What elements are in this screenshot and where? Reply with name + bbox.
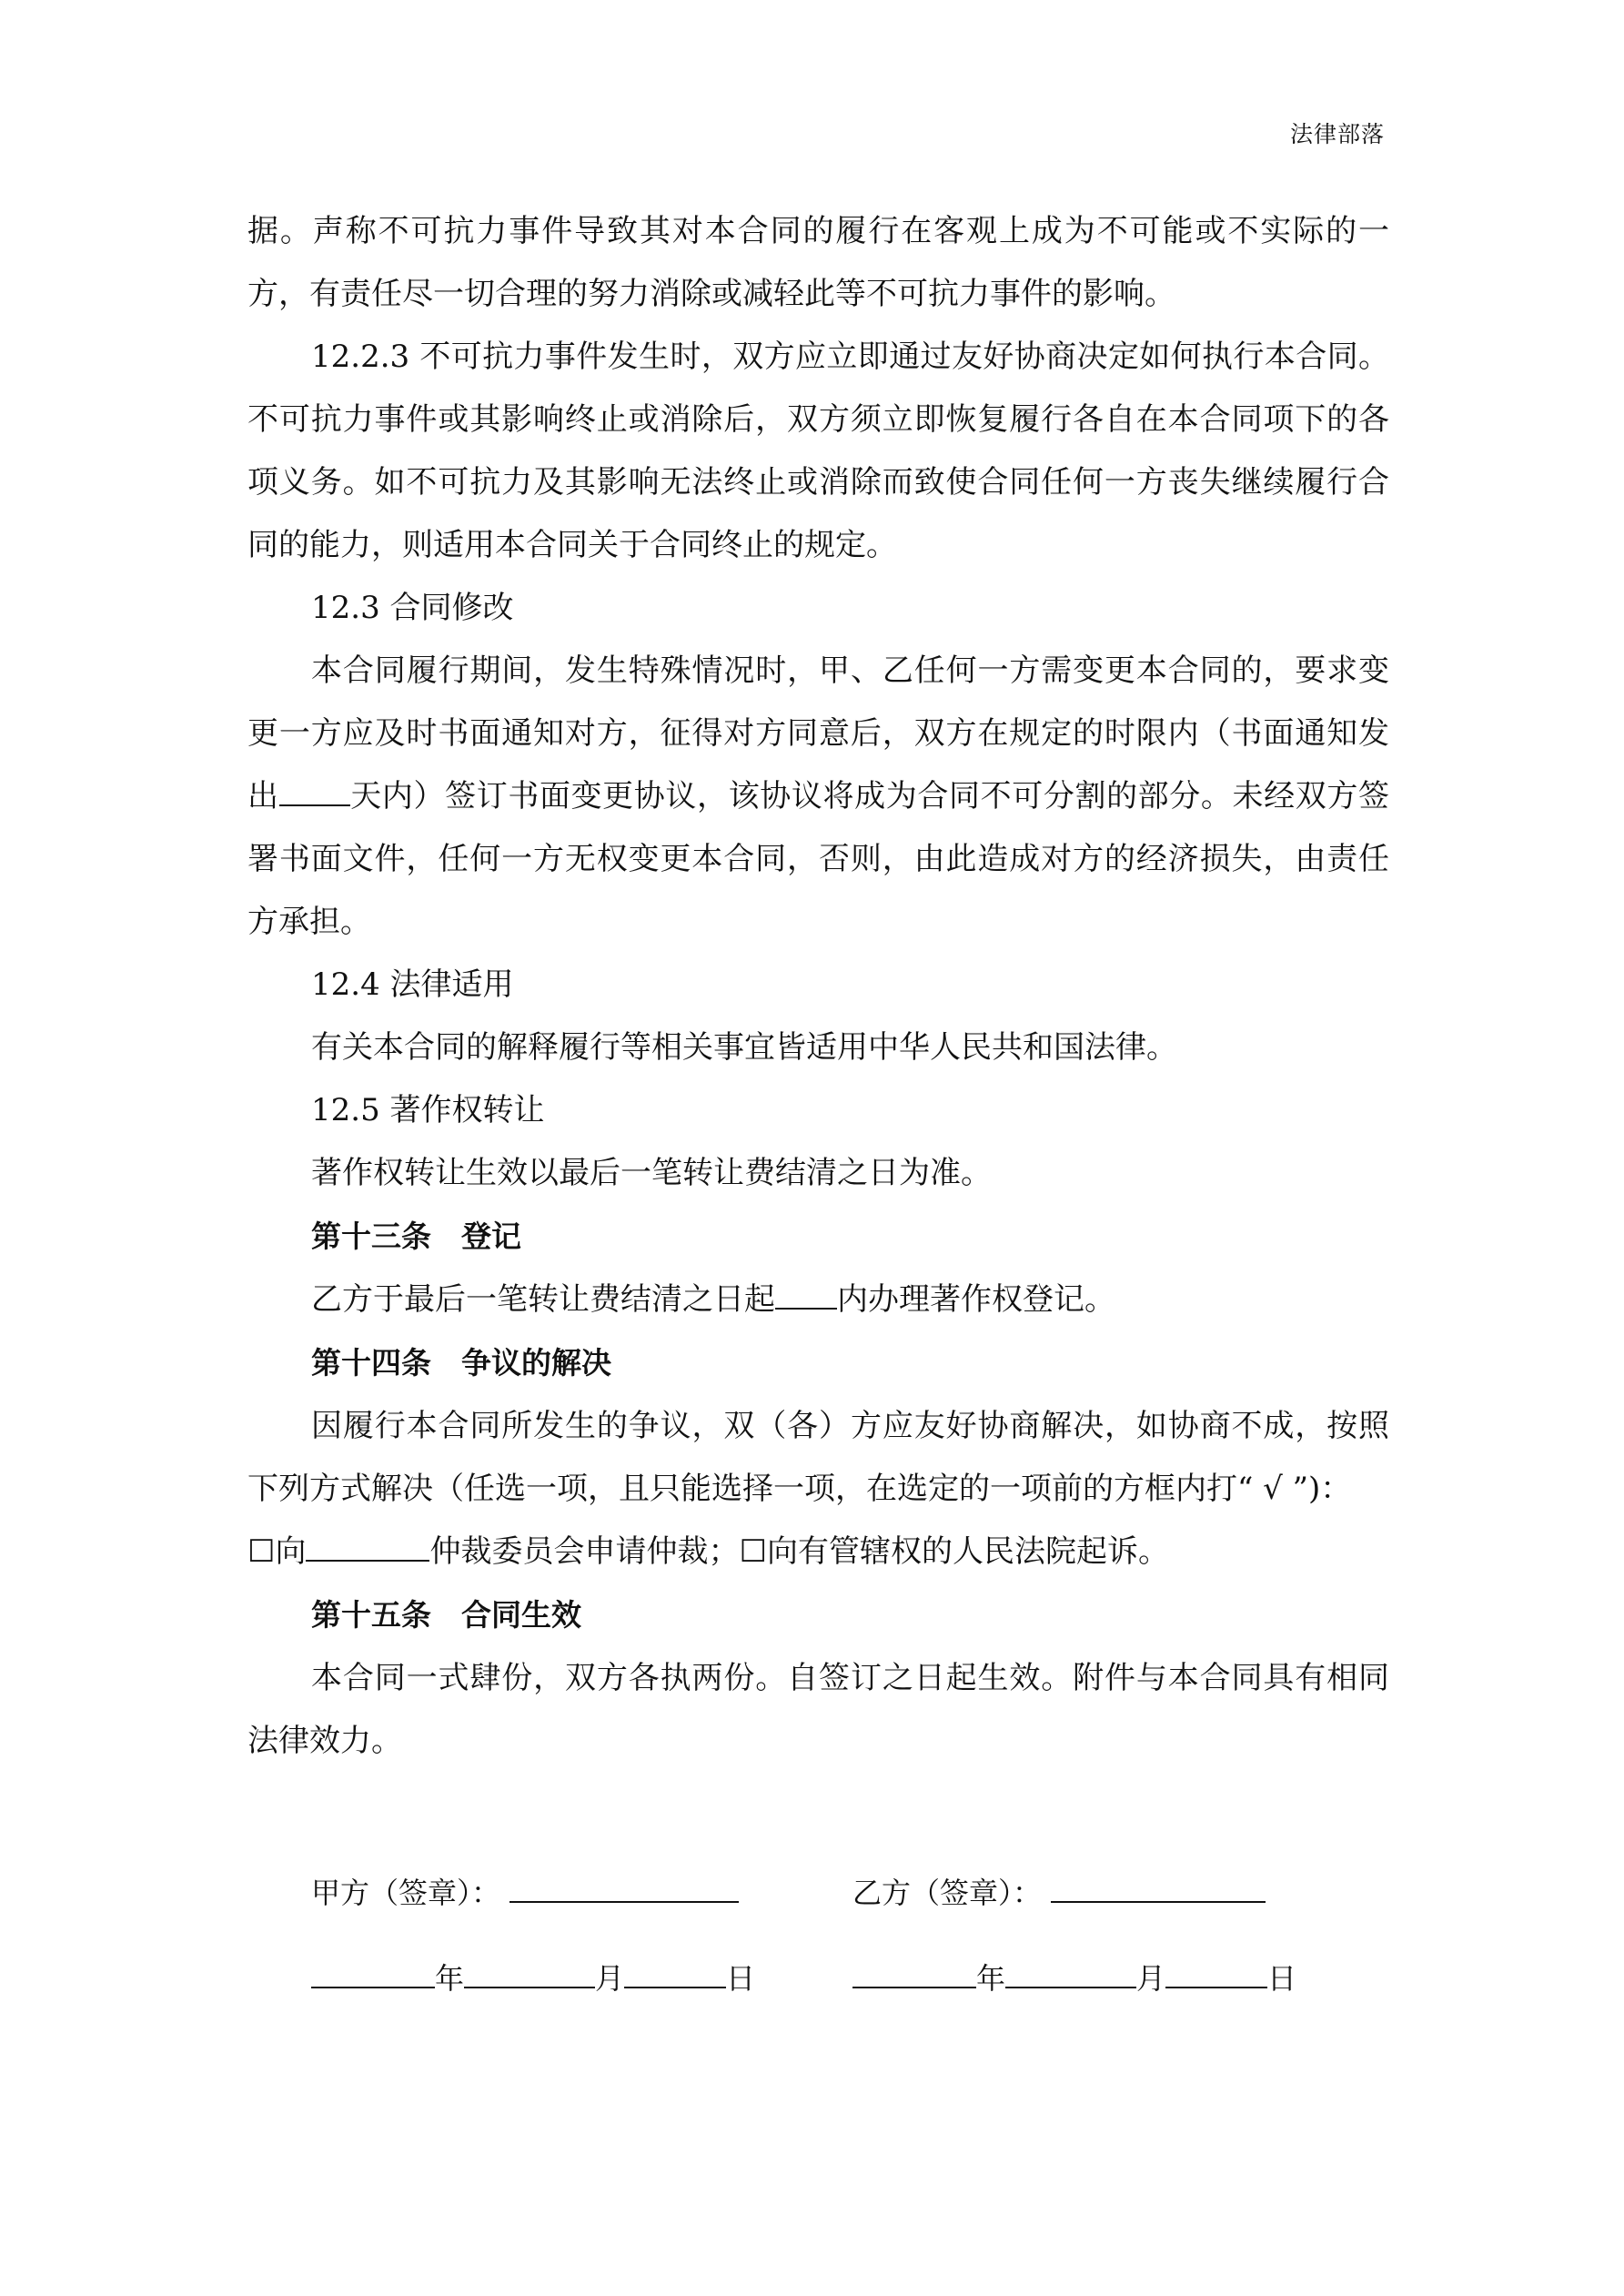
party-a-signature-line[interactable]: [509, 1876, 739, 1903]
party-b-day-label: 日: [1267, 1961, 1297, 1996]
section-12-3-text-b: 天内）签订书面变更协议，该协议将成为合同不可分割的部分。未经双方签署书面文件，任何一方无权变更本合同，否则，由此造成对方的经济损失，由责任方承担。: [247, 778, 1390, 940]
section-12-5-body: 著作权转让生效以最后一笔转让费结清之日为准。: [311, 1155, 992, 1191]
article-15-heading: 第十五条 合同生效: [311, 1597, 581, 1633]
section-12-4-body: 有关本合同的解释履行等相关事宜皆适用中华人民共和国法律。: [311, 1029, 1177, 1066]
section-12-3-text-a: 本合同履行期间，发生特殊情况时，甲、乙任何一方需变更本合同的，要求变更一方应及时书面通知对方，征得对方同意后，双方在规定的时限内（书面通知发出: [247, 652, 1389, 814]
party-a-date: [311, 1956, 852, 1998]
party-b-signature: [852, 1870, 1394, 1912]
party-b-signature-line[interactable]: [1051, 1876, 1266, 1903]
article-13-heading: 第十三条 登记: [311, 1219, 521, 1254]
party-a-label: 甲方（签章）：: [311, 1876, 501, 1910]
party-a-day-label: 日: [726, 1961, 756, 1996]
party-b-month-label: 月: [1136, 1961, 1166, 1996]
section-12-3-title: 12.3 合同修改: [311, 590, 514, 626]
party-a-year-blank[interactable]: [311, 1961, 435, 1988]
document-body: [247, 200, 1389, 1773]
article-13-body: [247, 1269, 1389, 1331]
party-a-month-label: 月: [595, 1961, 625, 1996]
party-a-day-blank[interactable]: [624, 1961, 726, 1988]
paragraph-12-2-3: 12.2.3 不可抗力事件发生时，双方应立即通过友好协商决定如何执行本合同。不可抗力事件或其影响终止或消除后，双方须立即恢复履行各自在本合同项下的各项义务。如不可抗力及其影响无法终止或消除而致使合同任何一方丧失继续履行合同的能力，则适用本合同关于合同终止的规定。: [247, 339, 1389, 563]
arbitration-option-checkbox[interactable]: ☐向: [247, 1533, 307, 1570]
registration-period-blank[interactable]: [775, 1284, 837, 1310]
court-option-checkbox[interactable]: ☐向有管辖权的人民法院起诉。: [739, 1533, 1169, 1570]
party-a-signature: [311, 1870, 852, 1912]
page-header: 法律部落: [1289, 121, 1385, 147]
article-13-text-b: 内办理著作权登记。: [837, 1281, 1115, 1318]
paragraph-force-majeure-continued: 据。声称不可抗力事件导致其对本合同的履行在客观上成为不可能或不实际的一方，有责任尽一切合理的努力消除或减轻此等不可抗力事件的影响。: [247, 213, 1389, 312]
arbitration-commission-blank[interactable]: [306, 1536, 429, 1562]
party-b-date: [852, 1956, 1394, 1998]
notice-days-blank[interactable]: [279, 781, 350, 806]
section-12-5-title: 12.5 著作权转让: [311, 1092, 545, 1128]
section-12-3-body: [247, 640, 1389, 954]
article-14-heading: 第十四条 争议的解决: [311, 1345, 611, 1381]
signature-row: [311, 1859, 1394, 1923]
party-b-day-blank[interactable]: [1165, 1961, 1267, 1988]
party-b-month-blank[interactable]: [1005, 1961, 1136, 1988]
arbitration-option-text: 仲裁委员会申请仲裁；: [429, 1533, 740, 1570]
party-a-month-blank[interactable]: [464, 1961, 595, 1988]
party-b-year-label: 年: [976, 1961, 1006, 1996]
party-a-year-label: 年: [435, 1961, 465, 1996]
signature-block: [311, 1859, 1394, 2008]
article-15-body: 本合同一式肆份，双方各执两份。自签订之日起生效。附件与本合同具有相同法律效力。: [247, 1660, 1389, 1759]
party-b-year-blank[interactable]: [852, 1961, 976, 1988]
article-13-text-a: 乙方于最后一笔转让费结清之日起: [311, 1281, 775, 1318]
article-14-options: [247, 1521, 1389, 1583]
article-14-body: 因履行本合同所发生的争议，双（各）方应友好协商解决，如协商不成，按照下列方式解决（任选一项，且只能选择一项，在选定的一项前的方框内打“ √ ”)：: [247, 1408, 1389, 1507]
party-b-label: 乙方（签章）：: [852, 1876, 1043, 1910]
date-row: [311, 1945, 1394, 2008]
section-12-4-title: 12.4 法律适用: [311, 966, 514, 1003]
